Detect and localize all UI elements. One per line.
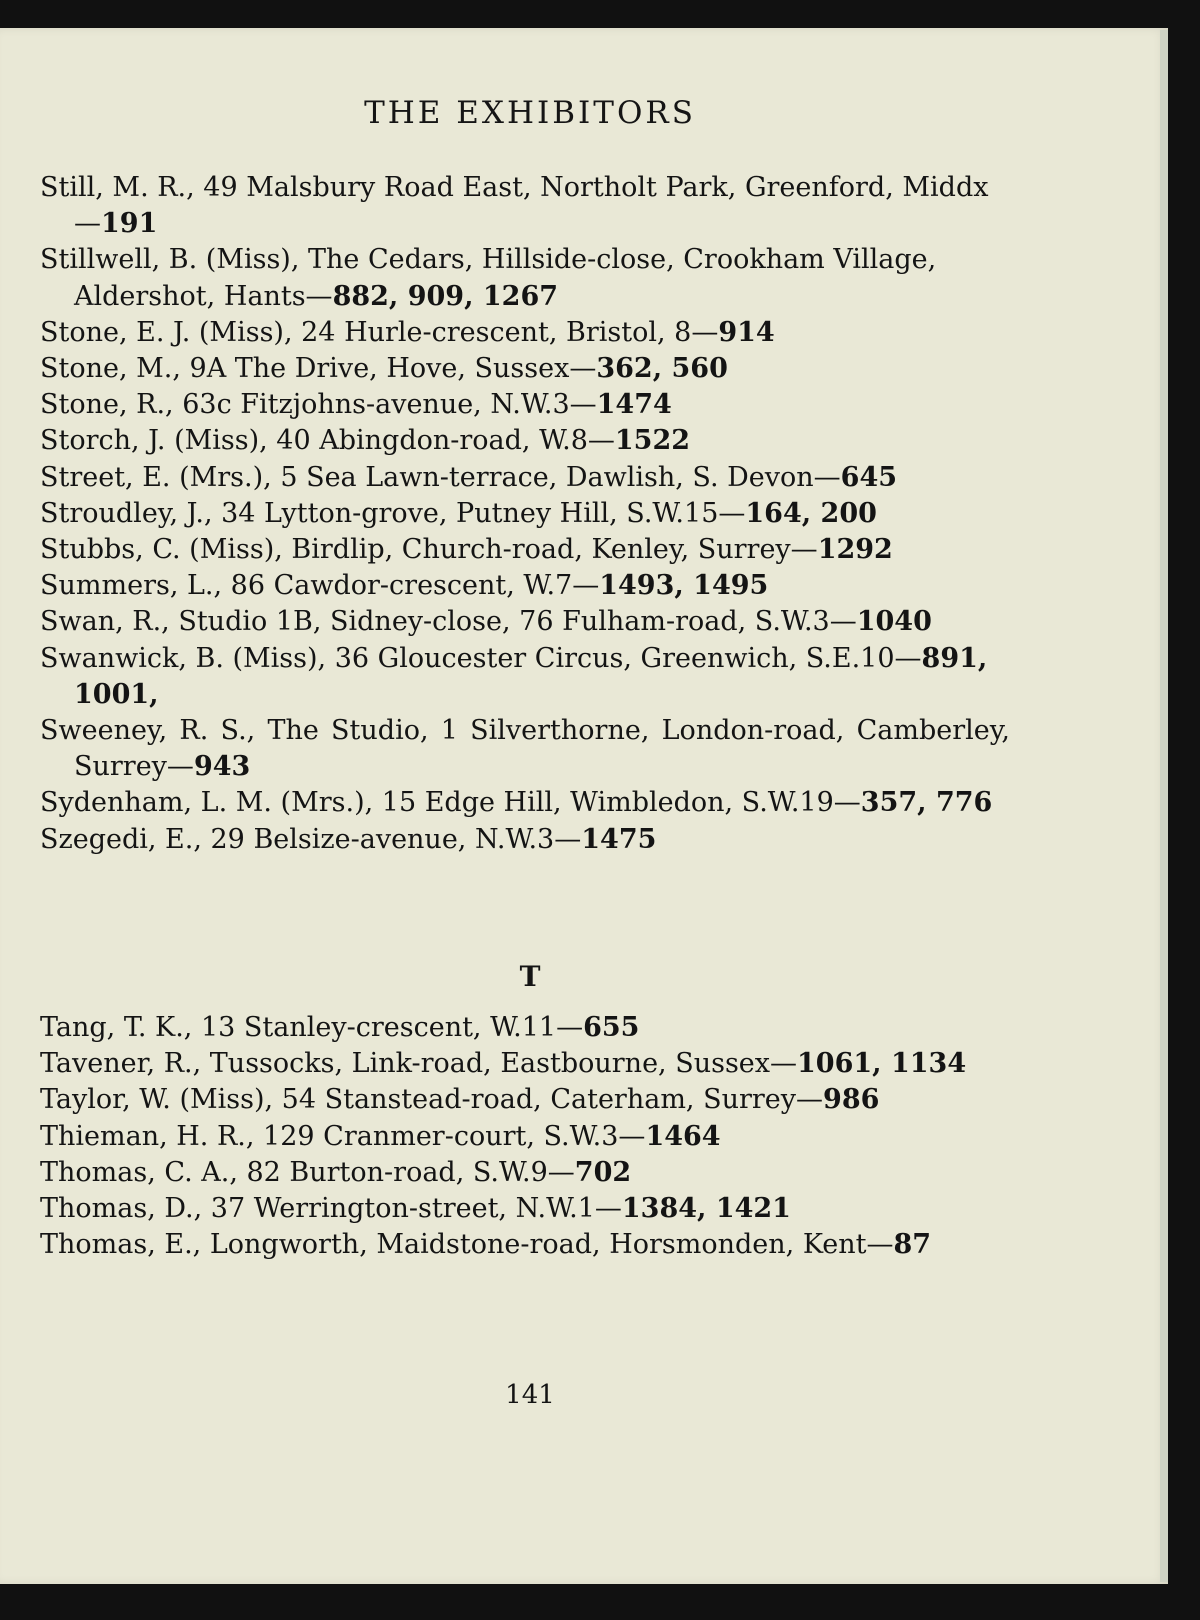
entry-text: Storch, J. (Miss), 40 Abingdon-road, W.8—: [40, 425, 615, 457]
page-edge: [1160, 30, 1168, 1582]
exhibitor-list-s: [40, 170, 1010, 858]
entry-text: Street, E. (Mrs.), 5 Sea Lawn-terrace, Dawlish, S. Devon—: [40, 461, 841, 493]
entry-text: Swanwick, B. (Miss), 36 Gloucester Circus, Greenwich, S.E.10—: [40, 642, 922, 674]
catalogue-numbers: 357, 776: [860, 787, 993, 819]
catalogue-numbers: 1061, 1134: [797, 1048, 967, 1080]
catalogue-numbers: 1464: [645, 1120, 721, 1152]
entry-text: Swan, R., Studio 1B, Sidney-close, 76 Fulham-road, S.W.3—: [40, 606, 857, 638]
catalogue-numbers: 1040: [856, 606, 932, 638]
catalogue-numbers: 164, 200: [745, 497, 877, 529]
entry-text: Stubbs, C. (Miss), Birdlip, Church-road, Kenley, Surrey—: [40, 534, 818, 566]
catalogue-numbers: 87: [893, 1229, 932, 1261]
exhibitor-entry: [40, 423, 1010, 459]
exhibitor-entry: [40, 496, 1010, 532]
exhibitor-entry: [40, 713, 1010, 785]
entry-text: Thieman, H. R., 129 Cranmer-court, S.W.3—: [40, 1120, 646, 1152]
exhibitor-entry: [40, 604, 1010, 640]
entry-text: Thomas, D., 37 Werrington-street, N.W.1—: [40, 1193, 622, 1225]
entry-text: Taylor, W. (Miss), 54 Stanstead-road, Caterham, Surrey—: [40, 1084, 824, 1116]
exhibitor-entry: [40, 1119, 1010, 1155]
section-letter: T: [519, 960, 541, 993]
catalogue-numbers: 1384, 1421: [621, 1193, 791, 1225]
entry-text: Stillwell, B. (Miss), The Cedars, Hillside-close, Crookham Village, Aldershot, Hants—: [40, 244, 937, 312]
entry-text: Summers, L., 86 Cawdor-crescent, W.7—: [40, 570, 600, 602]
catalogue-numbers: 1474: [596, 389, 672, 421]
exhibitor-entry: [40, 351, 1010, 387]
catalogue-numbers: 191: [101, 208, 158, 240]
page-number: 141: [505, 1380, 555, 1410]
exhibitor-entry: [40, 1227, 1010, 1263]
catalogue-numbers: 1493, 1495: [599, 570, 769, 602]
exhibitor-list-t: [40, 1010, 1010, 1263]
exhibitor-entry: [40, 170, 1010, 242]
exhibitor-entry: [40, 1082, 1010, 1118]
entry-text: Tavener, R., Tussocks, Link-road, Eastbourne, Sussex—: [40, 1048, 798, 1080]
catalogue-numbers: 702: [574, 1156, 632, 1188]
entry-text: Szegedi, E., 29 Belsize-avenue, N.W.3—: [40, 823, 582, 855]
exhibitor-entry: [40, 1155, 1010, 1191]
catalogue-numbers: 986: [823, 1084, 880, 1116]
catalogue-numbers: 1522: [614, 425, 691, 457]
exhibitor-entry: [40, 315, 1010, 351]
entry-text: Stone, M., 9A The Drive, Hove, Sussex—: [40, 353, 597, 385]
exhibitor-entry: [40, 1046, 1010, 1082]
entry-text: Thomas, C. A., 82 Burton-road, S.W.9—: [40, 1156, 575, 1188]
catalogue-numbers: 655: [583, 1012, 640, 1043]
catalogue-numbers: 943: [193, 751, 251, 783]
entry-text: Stroudley, J., 34 Lytton-grove, Putney Hill, S.W.15—: [40, 497, 746, 529]
exhibitor-entry: [40, 641, 1010, 713]
exhibitor-entry: [40, 1010, 1010, 1046]
page-title: THE EXHIBITORS: [364, 95, 696, 131]
entry-text: Tang, T. K., 13 Stanley-crescent, W.11—: [40, 1012, 584, 1043]
exhibitor-entry: [40, 460, 1010, 496]
catalogue-numbers: 891, 1001,: [74, 642, 988, 710]
catalogue-numbers: 362, 560: [596, 353, 728, 385]
catalogue-numbers: 1292: [817, 534, 893, 566]
entry-text: Stone, R., 63c Fitzjohns-avenue, N.W.3—: [40, 389, 597, 421]
entry-text: Sydenham, L. M. (Mrs.), 15 Edge Hill, Wimbledon, S.W.19—: [40, 787, 861, 819]
catalogue-numbers: 645: [840, 461, 898, 493]
exhibitor-entry: [40, 532, 1010, 568]
exhibitor-entry: [40, 387, 1010, 423]
exhibitor-entry: [40, 785, 1010, 821]
catalogue-numbers: 914: [718, 316, 775, 348]
exhibitor-entry: [40, 568, 1010, 604]
catalogue-numbers: 882, 909, 1267: [332, 280, 559, 312]
entry-text: Stone, E. J. (Miss), 24 Hurle-crescent, Bristol, 8—: [40, 316, 719, 348]
entry-text: Thomas, E., Longworth, Maidstone-road, Horsmonden, Kent—: [40, 1229, 894, 1261]
exhibitor-entry: [40, 242, 1010, 314]
exhibitor-entry: [40, 822, 1010, 858]
entry-text: Still, M. R., 49 Malsbury Road East, Northolt Park, Greenford, Middx—: [40, 172, 989, 240]
catalogue-numbers: 1475: [581, 823, 657, 855]
entry-text: Sweeney, R. S., The Studio, 1 Silverthorne, London-road, Camberley, Surrey—: [40, 715, 1010, 783]
exhibitor-entry: [40, 1191, 1010, 1227]
